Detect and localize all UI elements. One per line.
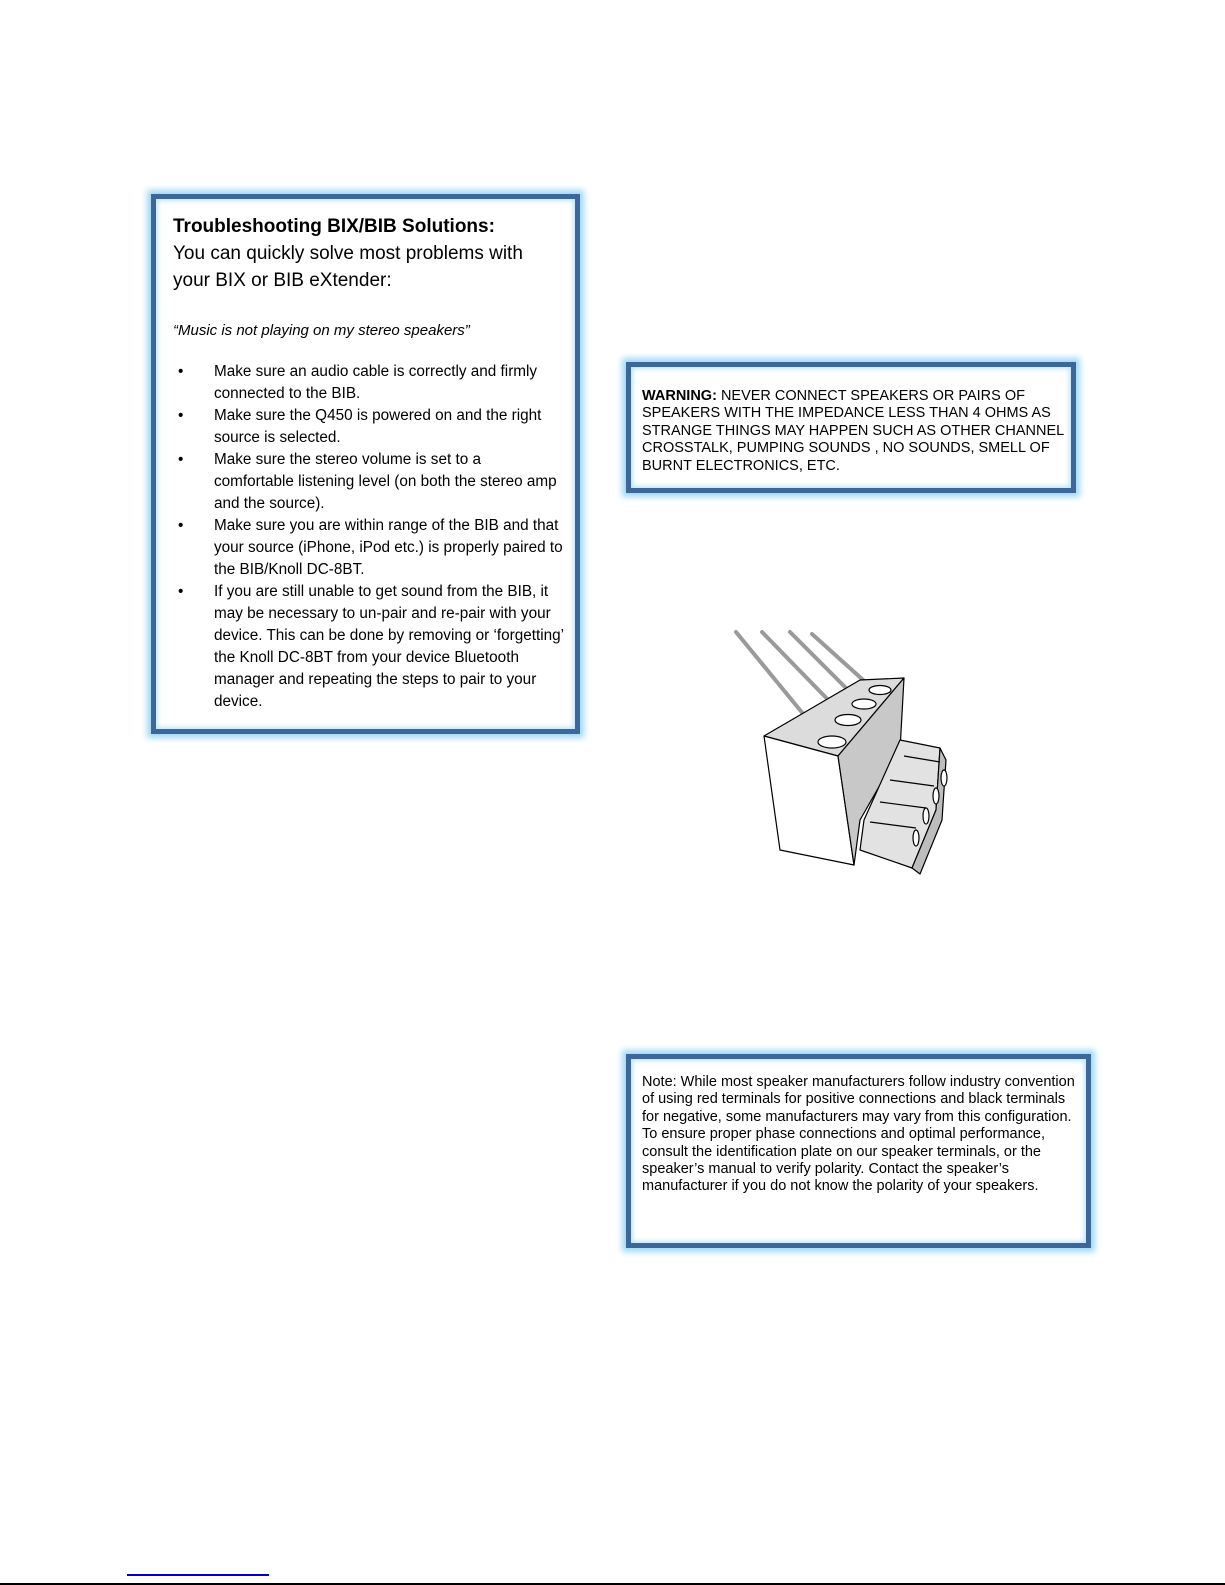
list-item: • If you are still unable to get sound from the BIB, it may be necessary to un-pair and re-pair with your device. This can be done by removing or ‘forgetting’ the Knoll DC-8BT from your device Bluetooth manager and repeating the steps to pair to your device. (173, 581, 565, 713)
troubleshooting-title: Troubleshooting BIX/BIB Solutions: (173, 216, 495, 237)
list-item: • Make sure the Q450 is powered on and the right source is selected. (173, 405, 565, 449)
problem-quote: “Music is not playing on my stereo speakers” (173, 322, 470, 339)
list-item: • Make sure an audio cable is correctly and firmly connected to the BIB. (173, 361, 565, 405)
list-item: • Make sure you are within range of the BIB and that your source (iPhone, iPod etc.) is properly paired to the BIB/Knoll DC-8BT. (173, 515, 565, 581)
hyperlink-underline[interactable] (127, 1574, 269, 1576)
polarity-note-box (626, 1054, 1091, 1248)
troubleshooting-list (173, 361, 565, 713)
troubleshooting-box (151, 194, 580, 734)
warning-label: WARNING: (642, 388, 717, 404)
speaker-connector-illustration (700, 610, 960, 880)
troubleshooting-intro: You can quickly solve most problems with your BIX or BIB eXtender: (173, 243, 523, 291)
warning-text: NEVER CONNECT SPEAKERS OR PAIRS OF SPEAKERS WITH THE IMPEDANCE LESS THAN 4 OHMS AS STRANGE THINGS MAY HAPPEN SUCH AS OTHER CHANNEL CROSSTALK, PUMPING SOUNDS , NO SOUNDS, SMELL OF BURNT ELECTRONICS, ETC. (642, 388, 1064, 474)
note-text: Note: While most speaker manufacturers follow industry convention of using red terminals for positive connections and black terminals for negative, some manufacturers may vary from this configuration. To ensure proper phase connections and optimal performance, consult the identification plate on our speaker terminals, or the speaker’s manual to verify polarity. Contact the speaker’s manufacturer if you do not know the polarity of your speakers. (642, 1074, 1075, 1195)
list-item: • Make sure the stereo volume is set to a comfortable listening level (on both the stereo amp and the source). (173, 449, 565, 515)
warning-box (626, 362, 1076, 493)
